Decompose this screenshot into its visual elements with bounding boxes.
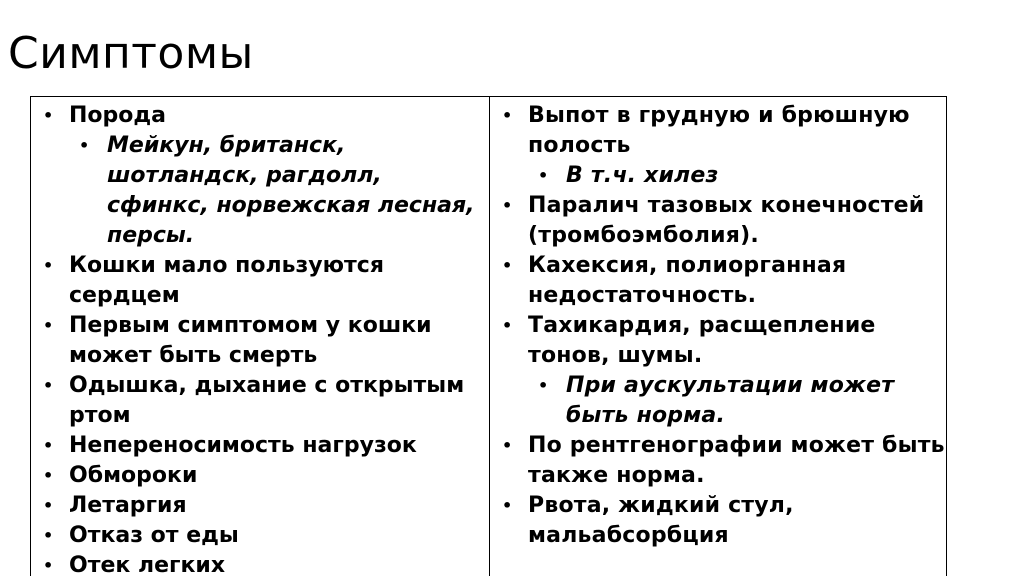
bullet-icon: • <box>502 256 513 275</box>
bullet-icon: • <box>43 466 54 485</box>
left-bullet-list <box>41 101 489 576</box>
list-item-text: По рентгенографии может быть также норма. <box>528 433 945 488</box>
list-item <box>41 311 489 371</box>
right-column <box>490 97 946 576</box>
list-item <box>41 461 489 491</box>
list-item-text: Мейкун, британск, шотландск, рагдолл, сфинкс, норвежская лесная, персы. <box>107 133 475 248</box>
list-item-text: Отказ от еды <box>69 523 239 548</box>
list-item <box>500 161 946 191</box>
list-item-text: Порода <box>69 103 167 128</box>
list-item-text: Одышка, дыхание с открытым ртом <box>69 373 465 428</box>
list-item <box>500 191 946 251</box>
list-item <box>41 551 489 576</box>
list-item-text: Рвота, жидкий стул, мальабсорбция <box>528 493 794 548</box>
list-item <box>500 431 946 491</box>
list-item-text: При аускультации может быть норма. <box>566 373 895 428</box>
bullet-icon: • <box>43 256 54 275</box>
list-item <box>41 371 489 431</box>
bullet-icon: • <box>43 376 54 395</box>
list-item <box>500 491 946 551</box>
bullet-icon: • <box>502 316 513 335</box>
bullet-icon: • <box>502 196 513 215</box>
bullet-icon: • <box>43 526 54 545</box>
list-item-text: Летаргия <box>69 493 187 518</box>
bullet-icon: • <box>43 436 54 455</box>
left-column <box>31 97 490 576</box>
list-item-text: Выпот в грудную и брюшную полость <box>528 103 910 158</box>
bullet-icon: • <box>43 496 54 515</box>
bullet-icon: • <box>538 166 549 185</box>
bullet-icon: • <box>502 436 513 455</box>
list-item-text: Первым симптомом у кошки может быть смерть <box>69 313 432 368</box>
list-item-text: Обмороки <box>69 463 198 488</box>
list-item-text: Непереносимость нагрузок <box>69 433 417 458</box>
bullet-icon: • <box>79 136 90 155</box>
list-item <box>41 251 489 311</box>
list-item <box>41 131 489 251</box>
list-item-text: Кахексия, полиорганная недостаточность. <box>528 253 847 308</box>
list-item <box>41 491 489 521</box>
bullet-icon: • <box>502 106 513 125</box>
right-bullet-list <box>500 101 946 551</box>
list-item-text: Тахикардия, расщепление тонов, шумы. <box>528 313 876 368</box>
list-item-text: Отек легких <box>69 553 226 576</box>
bullet-icon: • <box>538 376 549 395</box>
bullet-icon: • <box>502 496 513 515</box>
list-item-text: Паралич тазовых конечностей (тромбоэмболия). <box>528 193 925 248</box>
list-item <box>500 251 946 311</box>
bullet-icon: • <box>43 556 54 575</box>
bullet-icon: • <box>43 316 54 335</box>
slide-title: Симптомы <box>8 28 254 79</box>
list-item <box>500 311 946 371</box>
list-item <box>41 521 489 551</box>
list-item <box>500 371 946 431</box>
list-item <box>500 101 946 161</box>
list-item <box>41 431 489 461</box>
list-item-text: Кошки мало пользуются сердцем <box>69 253 384 308</box>
bullet-icon: • <box>43 106 54 125</box>
list-item <box>41 101 489 131</box>
list-item-text: В т.ч. хилез <box>566 163 719 188</box>
symptoms-table <box>30 96 947 576</box>
